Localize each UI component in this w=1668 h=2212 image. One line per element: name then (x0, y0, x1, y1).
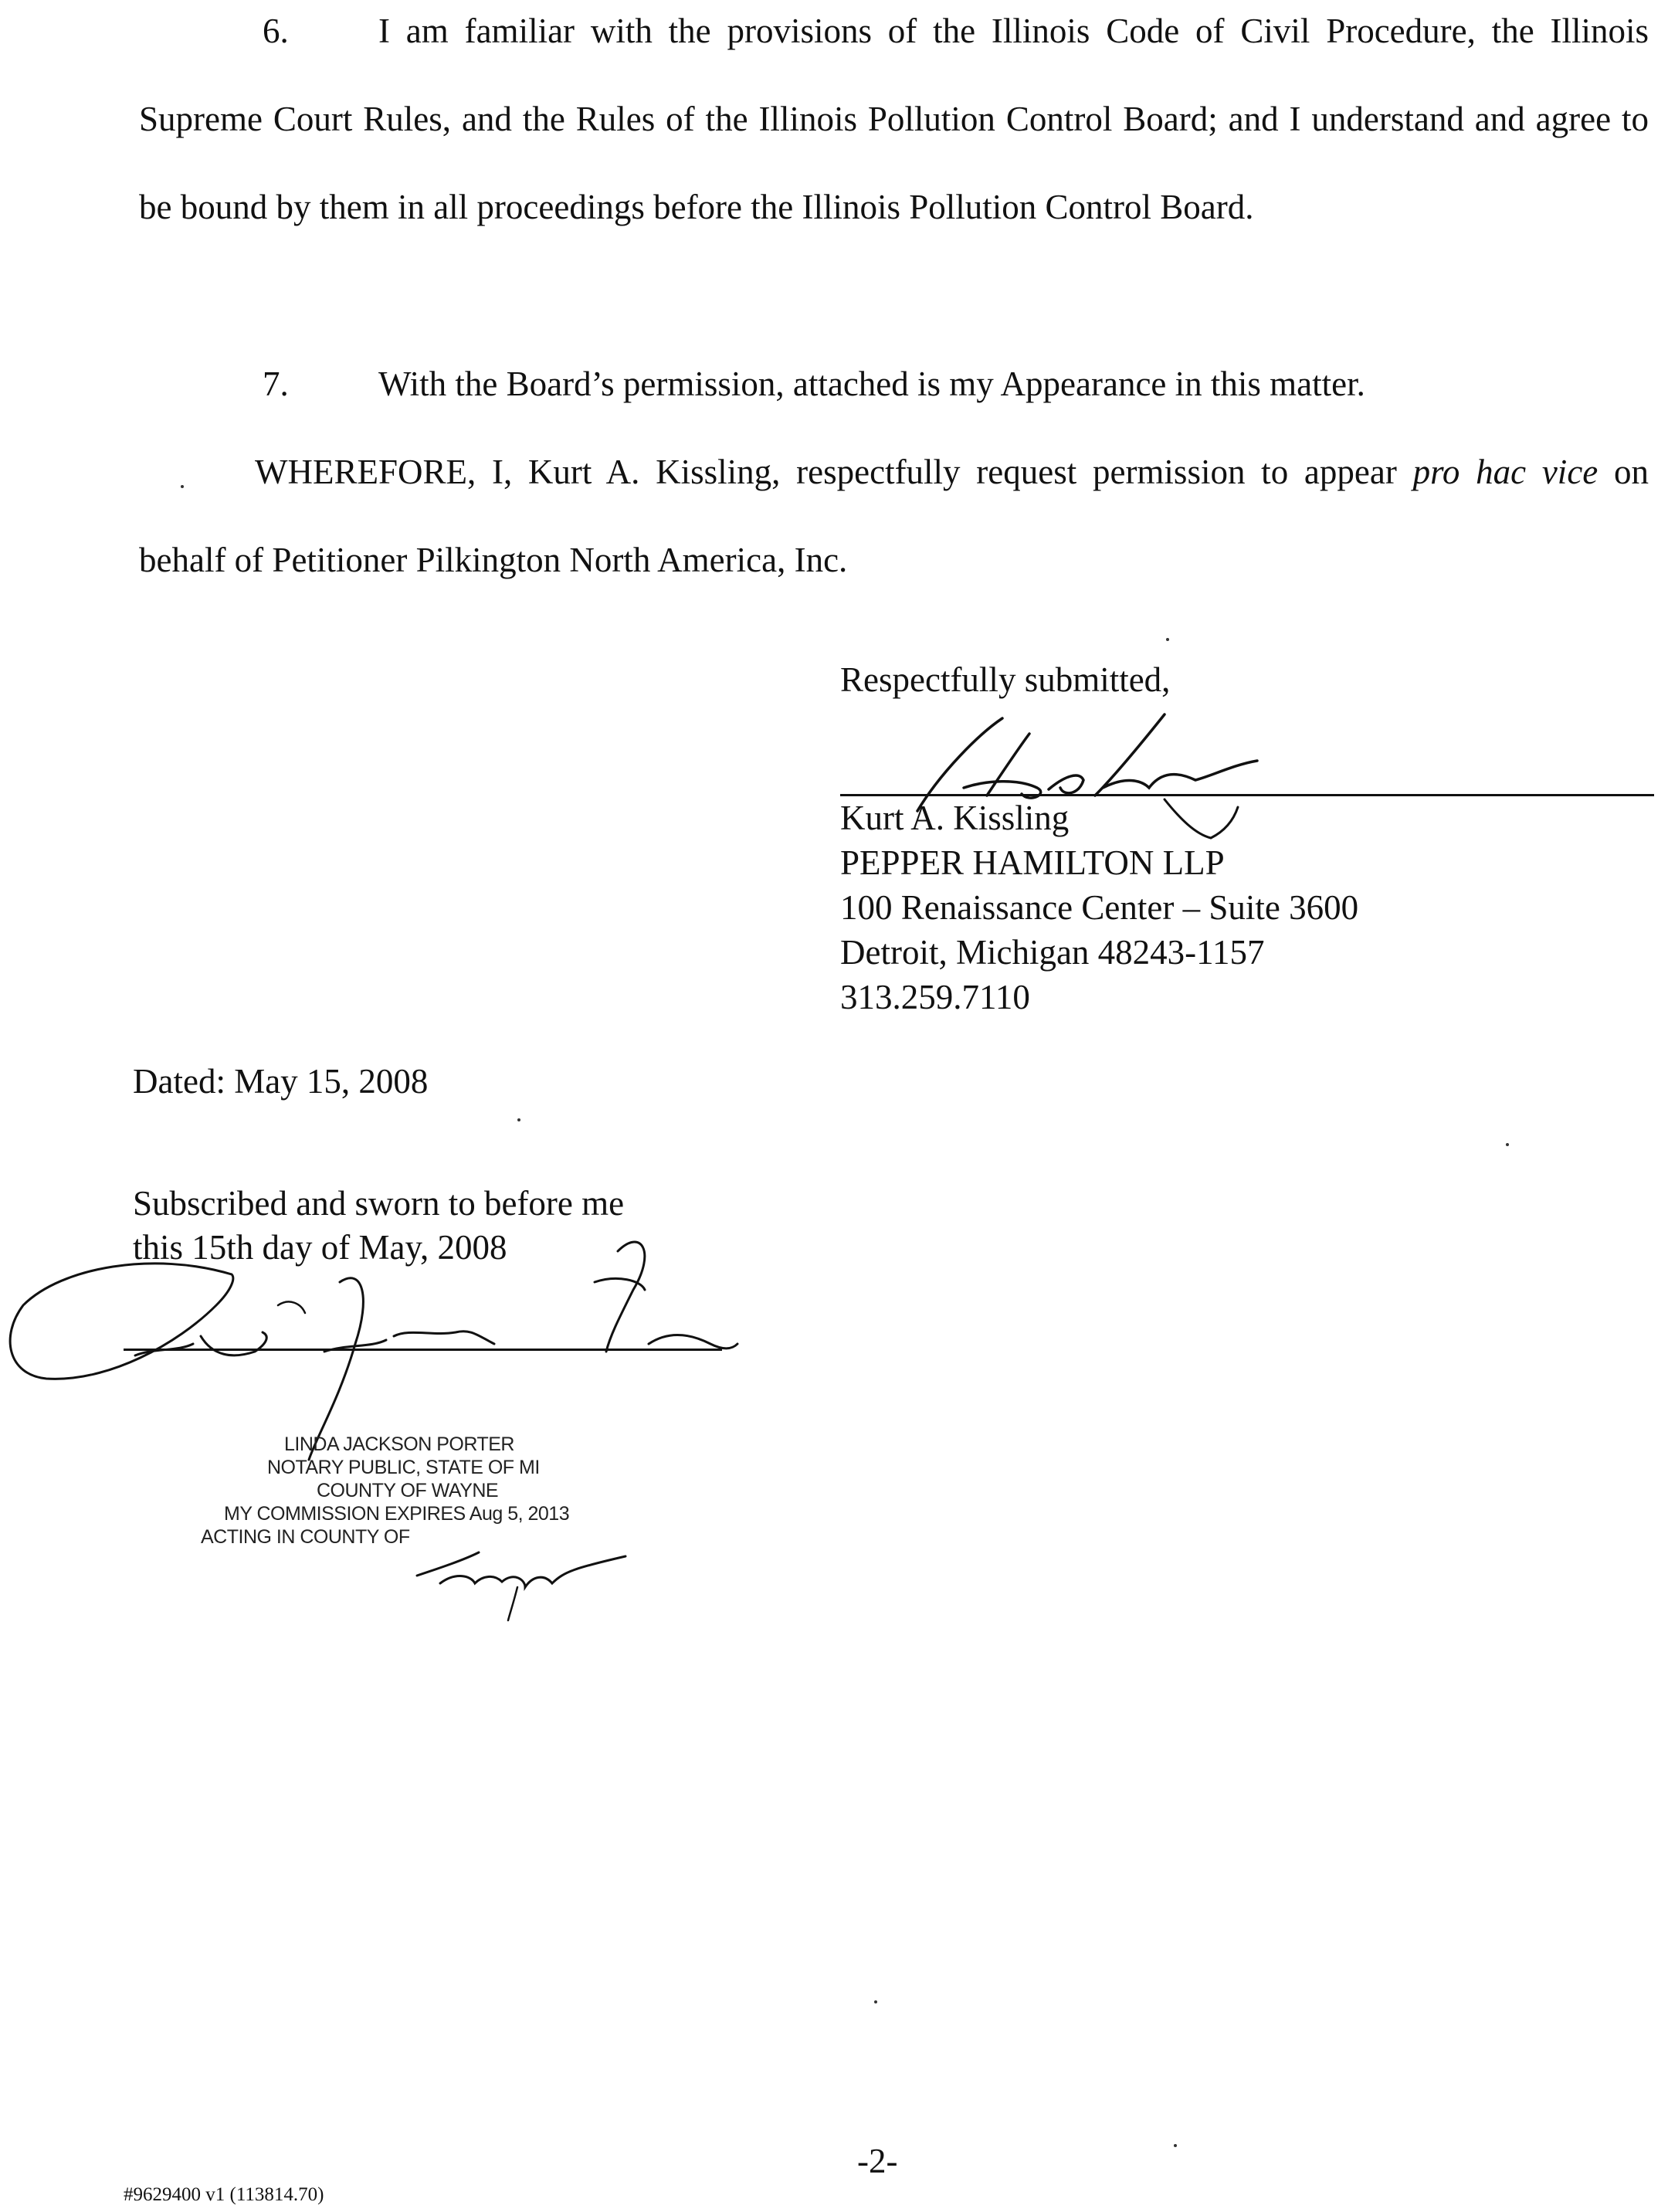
paragraph-6 (139, 0, 1649, 251)
stamp-county: COUNTY OF WAYNE (317, 1480, 499, 1501)
scan-speck (1166, 638, 1169, 641)
phone-number: 313.259.7110 (840, 978, 1030, 1016)
stamp-state: NOTARY PUBLIC, STATE OF MI (267, 1457, 540, 1478)
paragraph-7 (139, 340, 1649, 428)
stamp-notary-name: LINDA JACKSON PORTER (284, 1433, 514, 1455)
page-number: -2- (857, 2142, 898, 2180)
stamp-commission: MY COMMISSION EXPIRES Aug 5, 2013 (224, 1503, 570, 1525)
handwritten-county-wayne (409, 1537, 633, 1622)
paragraph-7-text: With the Board’s permission, attached is my Appearance in this matter. (378, 365, 1365, 403)
address-line-1: 100 Renaissance Center – Suite 3600 (840, 888, 1359, 927)
scan-speck (517, 1118, 520, 1121)
jurat-line-1: Subscribed and sworn to before me (133, 1184, 625, 1223)
dated-line: Dated: May 15, 2008 (133, 1062, 429, 1101)
scan-speck (1174, 2144, 1177, 2147)
scan-speck (181, 485, 184, 488)
wherefore-paragraph (139, 428, 1649, 604)
wherefore-tail: on behalf of Petitioner Pilkington North America, Inc. (139, 453, 1649, 579)
scan-speck (874, 2000, 877, 2003)
attorney-name: Kurt A. Kissling (840, 799, 1070, 837)
stamp-acting-county: ACTING IN COUNTY OF (201, 1526, 410, 1548)
paragraph-6-text: I am familiar with the provisions of the Illinois Code of Civil Procedure, the Illinois Supreme Court Rules, and the Rules of the Illinois Pollution Control Board; and I understand and agree to be bound by them in all proceedings before the Illinois Pollution Control Board. (139, 12, 1649, 226)
closing-text: Respectfully submitted, (840, 660, 1171, 699)
scan-speck (1506, 1143, 1509, 1146)
address-line-2: Detroit, Michigan 48243-1157 (840, 933, 1265, 972)
paragraph-7-number: 7. (263, 365, 289, 403)
notary-stamp (193, 1433, 626, 1549)
jurat-line-2: this 15th day of May, 2008 (133, 1228, 507, 1267)
wherefore-text: WHEREFORE, I, Kurt A. Kissling, respectfully request permission to appear (255, 453, 1397, 491)
firm-name: PEPPER HAMILTON LLP (840, 843, 1225, 882)
document-id: #9629400 v1 (113814.70) (124, 2184, 324, 2205)
wherefore-italic: pro hac vice (1412, 453, 1598, 491)
paragraph-6-number: 6. (263, 12, 289, 50)
attorney-address (840, 796, 1358, 1019)
